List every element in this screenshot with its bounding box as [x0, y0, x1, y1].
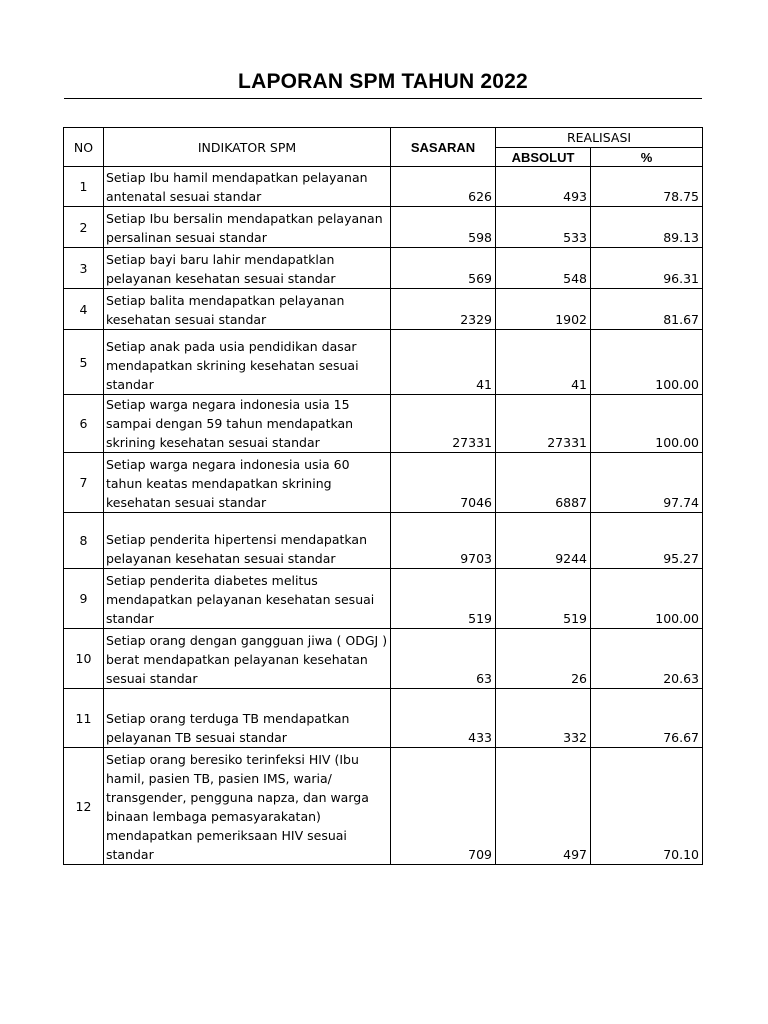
row-indikator: Setiap orang beresiko terinfeksi HIV (Ibu hamil, pasien TB, pasien IMS, waria/ transgender, pengguna napza, dan warga binaan lembaga pemasyarakatan) mendapatkan pemeriksaan HIV sesuai standar — [104, 748, 391, 865]
row-no: 5 — [64, 330, 104, 395]
row-indikator: Setiap warga negara indonesia usia 60 tahun keatas mendapatkan skrining kesehatan sesuai standar — [104, 453, 391, 513]
row-absolut: 41 — [496, 330, 591, 395]
table-row — [64, 748, 703, 865]
row-sasaran: 569 — [391, 248, 496, 289]
row-persen: 97.74 — [591, 453, 703, 513]
row-persen: 89.13 — [591, 207, 703, 248]
header-realisasi: REALISASI — [496, 128, 703, 148]
row-no: 9 — [64, 569, 104, 629]
row-indikator: Setiap warga negara indonesia usia 15 sampai dengan 59 tahun mendapatkan skrining kesehatan sesuai standar — [104, 395, 391, 453]
table-row — [64, 289, 703, 330]
row-persen: 78.75 — [591, 167, 703, 207]
row-absolut: 9244 — [496, 513, 591, 569]
table-row — [64, 453, 703, 513]
row-persen: 96.31 — [591, 248, 703, 289]
row-persen: 100.00 — [591, 569, 703, 629]
header-absolut: ABSOLUT — [496, 148, 591, 167]
table-row — [64, 569, 703, 629]
header-row-top — [64, 128, 703, 148]
header-persen: % — [591, 148, 703, 167]
row-absolut: 548 — [496, 248, 591, 289]
row-indikator: Setiap penderita hipertensi mendapatkan pelayanan kesehatan sesuai standar — [104, 513, 391, 569]
row-sasaran: 7046 — [391, 453, 496, 513]
row-persen: 81.67 — [591, 289, 703, 330]
table-row — [64, 513, 703, 569]
row-indikator: Setiap bayi baru lahir mendapatklan pelayanan kesehatan sesuai standar — [104, 248, 391, 289]
row-persen: 95.27 — [591, 513, 703, 569]
row-sasaran: 27331 — [391, 395, 496, 453]
row-absolut: 533 — [496, 207, 591, 248]
table-row — [64, 689, 703, 748]
row-absolut: 332 — [496, 689, 591, 748]
table-body — [64, 167, 703, 865]
table-row — [64, 395, 703, 453]
table-header — [64, 128, 703, 167]
row-absolut: 493 — [496, 167, 591, 207]
row-no: 12 — [64, 748, 104, 865]
row-indikator: Setiap anak pada usia pendidikan dasar mendapatkan skrining kesehatan sesuai standar — [104, 330, 391, 395]
row-no: 1 — [64, 167, 104, 207]
spm-report-table — [63, 127, 703, 865]
row-absolut: 1902 — [496, 289, 591, 330]
row-no: 8 — [64, 513, 104, 569]
row-no: 3 — [64, 248, 104, 289]
row-persen: 100.00 — [591, 330, 703, 395]
header-sasaran: SASARAN — [391, 128, 496, 167]
row-sasaran: 41 — [391, 330, 496, 395]
header-no: NO — [64, 128, 104, 167]
row-persen: 70.10 — [591, 748, 703, 865]
row-indikator: Setiap Ibu hamil mendapatkan pelayanan antenatal sesuai standar — [104, 167, 391, 207]
table-row — [64, 248, 703, 289]
row-persen: 100.00 — [591, 395, 703, 453]
header-indikator: INDIKATOR SPM — [104, 128, 391, 167]
row-indikator: Setiap Ibu bersalin mendapatkan pelayanan persalinan sesuai standar — [104, 207, 391, 248]
row-absolut: 6887 — [496, 453, 591, 513]
title-divider — [64, 98, 702, 99]
row-sasaran: 2329 — [391, 289, 496, 330]
row-sasaran: 626 — [391, 167, 496, 207]
row-no: 11 — [64, 689, 104, 748]
table-row — [64, 330, 703, 395]
row-no: 6 — [64, 395, 104, 453]
row-absolut: 26 — [496, 629, 591, 689]
row-sasaran: 709 — [391, 748, 496, 865]
table-row — [64, 629, 703, 689]
row-persen: 76.67 — [591, 689, 703, 748]
row-indikator: Setiap penderita diabetes melitus mendapatkan pelayanan kesehatan sesuai standar — [104, 569, 391, 629]
row-absolut: 497 — [496, 748, 591, 865]
table-row — [64, 167, 703, 207]
row-indikator: Setiap orang dengan gangguan jiwa ( ODGJ ) berat mendapatkan pelayanan kesehatan sesuai standar — [104, 629, 391, 689]
row-no: 2 — [64, 207, 104, 248]
row-indikator: Setiap orang terduga TB mendapatkan pelayanan TB sesuai standar — [104, 689, 391, 748]
row-sasaran: 63 — [391, 629, 496, 689]
row-absolut: 27331 — [496, 395, 591, 453]
row-sasaran: 433 — [391, 689, 496, 748]
row-sasaran: 598 — [391, 207, 496, 248]
row-no: 10 — [64, 629, 104, 689]
row-no: 7 — [64, 453, 104, 513]
row-persen: 20.63 — [591, 629, 703, 689]
row-indikator: Setiap balita mendapatkan pelayanan kesehatan sesuai standar — [104, 289, 391, 330]
row-sasaran: 9703 — [391, 513, 496, 569]
row-sasaran: 519 — [391, 569, 496, 629]
table-row — [64, 207, 703, 248]
row-absolut: 519 — [496, 569, 591, 629]
page-title: LAPORAN SPM TAHUN 2022 — [238, 70, 528, 93]
row-no: 4 — [64, 289, 104, 330]
